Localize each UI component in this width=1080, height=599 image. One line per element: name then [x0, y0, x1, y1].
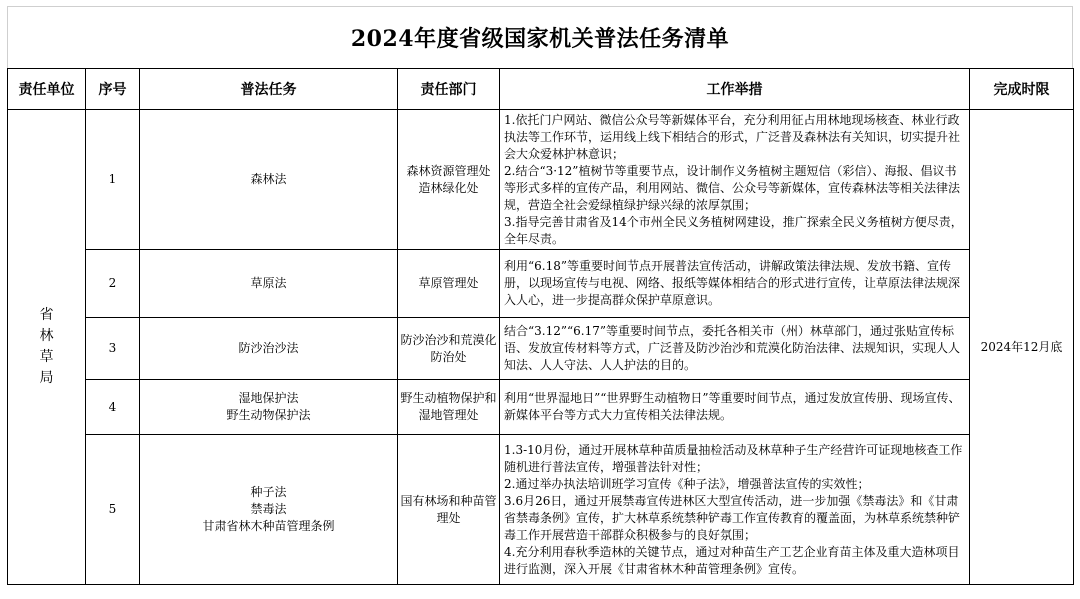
- dept-line: 野生动植物保护和: [400, 391, 497, 405]
- law-name: 种子法: [250, 485, 287, 499]
- header-task: 普法任务: [140, 69, 398, 110]
- measure-item: 2.通过举办执法培训班学习宣传《种子法》，增强普法宣传的实效性；: [504, 476, 870, 491]
- unit-char: 草: [39, 349, 54, 365]
- dept-line: 森林资源管理处: [406, 163, 491, 178]
- header-unit: 责任单位: [8, 69, 86, 110]
- header-measures: 工作举措: [500, 69, 970, 110]
- law-name: 草原法: [250, 276, 287, 290]
- measure-item: 3.6月26日，通过开展禁毒宣传进林区大型宣传活动，进一步加强《禁毒法》和《甘肃省禁毒条例》宣传，扩大林草系统禁种铲毒工作宣传教育的覆盖面，为林草系统禁种铲毒工作开展营造干部群众积极参与的良好氛围；: [504, 493, 961, 542]
- dept-cell: [398, 250, 500, 318]
- dept-line: 造林绿化处: [418, 180, 479, 195]
- measure-item: 3.指导完善甘肃省及14个市州全民义务植树网建设，推广探索全民义务植树方便尽责，全年尽责。: [504, 214, 963, 246]
- measures-cell: [500, 250, 970, 318]
- responsible-unit: [8, 110, 86, 585]
- table-row: [8, 380, 1074, 435]
- task-cell: [140, 110, 398, 250]
- measure-item: 利用“6.18”等重要时间节点开展普法宣传活动，讲解政策法律法规、发放书籍、宣传册，以现场宣传与电视、网络、报纸等媒体相结合的形式进行宣传，让草原法律法规深入人心，进一步提高群众保护草原意识。: [504, 259, 961, 307]
- measure-item: 2.结合“3·12”植树节等重要节点，设计制作义务植树主题短信（彩信）、海报、倡议书等形式多样的宣传产品，利用网站、微信、公众号等新媒体，宣传森林法等相关法律法规，营造全社会爱绿植绿护绿兴绿的浓厚氛围；: [504, 163, 961, 212]
- dept-cell: [398, 380, 500, 435]
- law-name: 野生动物保护法: [226, 408, 311, 422]
- unit-char: 局: [39, 370, 54, 386]
- deadline-cell: 2024年12月底: [970, 110, 1074, 585]
- dept-line: 国有林场和种苗管: [400, 493, 497, 508]
- table-header-row: [8, 69, 1074, 110]
- dept-cell: [398, 435, 500, 585]
- task-cell: [140, 435, 398, 585]
- unit-char: 林: [39, 328, 54, 344]
- header-deadline: 完成时限: [970, 69, 1074, 110]
- measures-cell: [500, 318, 970, 380]
- law-name: 防沙治沙法: [238, 341, 299, 355]
- dept-line: 湿地管理处: [418, 408, 479, 422]
- measure-item: 利用“世界湿地日”“世界野生动植物日”等重要时间节点，通过发放宣传册、现场宣传、新媒体平台等方式大力宣传相关法律法规。: [504, 391, 961, 422]
- table-row: [8, 435, 1074, 585]
- dept-line: 理处: [436, 510, 461, 525]
- task-cell: [140, 250, 398, 318]
- measure-item: 1.3-10月份，通过开展林草种苗质量抽检活动及林草种子生产经营许可证现地核查工作随机进行普法宣传，增强普法针对性；: [504, 442, 963, 474]
- dept-line: 防治处: [430, 349, 467, 364]
- task-cell: [140, 318, 398, 380]
- seq-cell: 1: [86, 110, 140, 250]
- measure-item: 4.充分利用春秋季造林的关键节点，通过对种苗生产工艺企业育苗主体及重大造林项目进行监测，深入开展《甘肃省林木种苗管理条例》宣传。: [504, 544, 960, 576]
- table-row: [8, 110, 1074, 250]
- header-dept: 责任部门: [398, 69, 500, 110]
- task-table: [7, 68, 1074, 585]
- measures-cell: [500, 380, 970, 435]
- law-name: 森林法: [250, 172, 287, 186]
- law-name: 禁毒法: [250, 502, 287, 516]
- task-cell: [140, 380, 398, 435]
- unit-char: 省: [39, 307, 54, 323]
- page-title: 2024年度省级国家机关普法任务清单: [7, 6, 1073, 68]
- task-list-sheet: [7, 6, 1073, 592]
- measures-cell: [500, 435, 970, 585]
- measure-item: 1.依托门户网站、微信公众号等新媒体平台，充分利用征占用林地现场核查、林业行政执法等工作环节，运用线上线下相结合的形式，广泛普及森林法有关知识，切实提升社会大众爱林护林意识；: [504, 112, 961, 161]
- dept-line: 防沙治沙和荒漠化: [400, 332, 497, 347]
- measure-item: 结合“3.12”“6.17”等重要时间节点，委托各相关市（州）林草部门，通过张贴宣传标语、发放宣传材料等方式，广泛普及防沙治沙和荒漠化防治法律、法规知识，实现人人知法、人人守法、人人护法的目的。: [504, 324, 961, 372]
- measures-cell: [500, 110, 970, 250]
- seq-cell: 4: [86, 380, 140, 435]
- table-row: [8, 250, 1074, 318]
- dept-cell: [398, 318, 500, 380]
- dept-line: 草原管理处: [418, 276, 479, 290]
- seq-cell: 3: [86, 318, 140, 380]
- law-name: 甘肃省林木种苗管理条例: [202, 519, 335, 533]
- law-name: 湿地保护法: [238, 391, 299, 405]
- seq-cell: 5: [86, 435, 140, 585]
- seq-cell: 2: [86, 250, 140, 318]
- dept-cell: [398, 110, 500, 250]
- table-row: [8, 318, 1074, 380]
- header-seq: 序号: [86, 69, 140, 110]
